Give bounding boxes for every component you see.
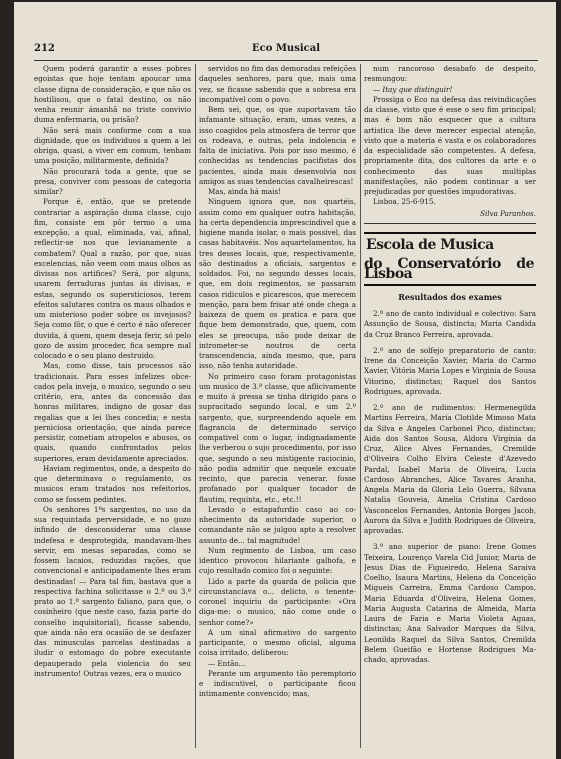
paragraph: Quem poderá garantir a esses pobres egoistas que hoje tentam apoucar uma classe digna de consideração, e que não os hostilisou, que o fatal destino, os não venha reunir ámanhã no triste convivio duma enfermaria, ou prisão? [34,64,191,125]
paragraph: Haviam regimentos, onde, a despeito do que determinava o regulamento, os musicos eram tratados nos refeitorios, como se fossem pedintes. [34,463,191,504]
exam-result: 3.º ano superior de piano: Irene Gomes Teixeira, Lourenço Varela Cid Junior, Maria de Jesus Dias de Figueiredo, Helena Saraiva Coelho, Isaura Martins, Helena da Conceição Migueis Carreira, Emma Cardoso Campos, Maria Eduarda d'Oliveira, Helena Gomes, Maria Augusta Catarina de Almeida, Maria Laura de Faria e Maria Violeta Aguas, distinctas; Ana Salvador Marques da Silva, Leonilda Raquel da Silva Santos, Cremilda Belem Gueifão e Hortense Rodrigues Machado, aprovadas. [364,542,536,664]
exam-result: 2.º ano de rudimentos: Hermenegilda Martins Ferreira, Maria Clotilde Mimoso Mata da Silva e Angeles Carbonel Pico, distinctas; Aida dos Santos Sousa, Aldora Virginia da Cruz, Alice Alves Fernandes, Cremilde d'Oliveira Colho Elvira Celeste d'Azevedo Pardal, Isabel Maria de Oliveira, Lucia Cardoso Abranches, Alice Tavares Aranha, Angela Maria da Gloria Lelo Guerra, Silvana Natalia Gouveia, Amelia Cristina Cardoso Vasconcelos Fernandes, Antonia Borges Jacob, Aurora da Silva e Judith Rodrigues de Oliveira, aprovadas. [364,403,536,535]
paragraph: No primeiro caso foram protagonistas um musico de 3.ª classe, que aflicivamente e muito á pressa se tinha dirigido para o supracitado segundo local, e um 2.º sargento, que, surpreendendo aquele em flagrancia de determinado serviço compativel com o lugar, indignadamente lhe verberou o sujo procedimento, por isso que, segundo o seu mistigente raciocinio, não podia admitir que nequele excuate recinto, que parecia venerar, fosse profanado por qualquer tocador de flautim, requinta, etc., etc.!! [199,371,356,504]
paragraph: Os senhores 1ºs sargentos, no uso da sua requintada perversidade, e no gozo infindo de desconsiderar uma classe indefesa e desprotegida, mandavam-lhes servir, em mesas separadas, como se fossem lacaios, reduzidas rações, que convencional e anticipadamente lhes eram destinadas! — Para tal fim, bastava que a respectiva fachina solicitasse o 2.º ou 3.º prato ao 1.º sargento faliano, para que, o cosinheiro (que neste caso, fazia parte do conselho inquisitorial), ficasse sabendo, que ainda não era ocasião de se desfazer das minusculas parcelas destinadas a iludir o estomago do pobre executante depauperado pela violencia do seu instrumento! Outras vezes, era o musico [34,504,191,678]
paragraph: Perante um argumento tão peremptorio e indiscutivel, o participante ficou intimamente convencido; mas, [199,668,356,699]
exam-result: 2.º ano de canto individual e colectivo: Sara Assunção de Sousa, distincta; Maria Candida da Cruz Branco Ferreira, aprovada. [364,309,536,339]
newspaper-page [14,2,556,759]
exam-result: 2.º ano de solfejo preparatorio de canto: Irene da Conceição Xavier, Maria do Carmo Xavier, Vitória Maria Lopes e Virginia de Sousa Vitorino, distinctas; Raquel dos Santos Rodrigues, aprovada. [364,345,536,396]
paragraph: Porque é, então, que se pretende contrariar a aspiração duma classe, cujo fim, consiste em pôr termo a uma excepção, a qual, eliminada, vai, afinal, reflectir-se nos que levianamente a combatem? Qual a razão, por que, suas excelencias, não veem com maus olhos as divisas nos artifices? Será, por alguns, usarem ferraduras juntas ás divisas, e estas, segundo os supersticiosos, terem efeitos salutares contra os maus olhados e um misterioso poder sobre os invejosos? Seja como fôr, o que é certo é não oferecer duvida, á quem, quem deseja ferir, só pelo gozo de assim proceder, fica sempre mal colocado e o seu plano destruido. [34,197,191,360]
paragraph: Prossiga o Eco na defesa das reivindicações da classe, visto que é esse o seu fim principal; mas é bom não esquecer que a cultura artistica lhe deve merecer especial atenção, visto que a materia é vasta e os colaboradores da especialidade são competentes. A defesa, propriamente dita, dos cultores da arte e o conhecimento das suas multiplas manifestações, não podem continuar a ser prejudicadas por questões impudorativas. [364,94,536,196]
date-line: Lisboa, 25-6-915. [373,197,436,207]
paragraph: Não procurará toda a gente, que se presa, conviver com pessoas de categoria similar? [34,166,191,196]
paragraph: A um sinal afirmativo do sargento participante, o mesmo oficial, alguma coisa irritado, deliberou: [199,627,356,658]
divider-rule [364,223,536,224]
section-heading-line-2: do Conservatório de Lisboa [364,255,534,282]
article-column-2 [199,64,356,754]
paragraph: Mas, ainda há mais! [208,187,281,196]
section-heading-line-1: Escola de Musica [366,236,494,253]
paragraph: num rancoroso desabafo de despeito, resmungou: [364,64,536,84]
paragraph: Lido a parte da guarda de policia que circunstanciava o... delicto, o tenente-coronel inquiriu do participante: «Ora diga-me: o musico, não come onde o senhor come?» [199,576,356,627]
article-column-1 [34,64,191,754]
page-header [34,40,538,61]
paragraph: Não será mais conforme com a sua dignidade, que os individuos a quem a lei obriga, quasi, a viver em comum, tenham uma posição, militarmente, definida? [34,125,191,166]
journal-title: Eco Musical [252,43,320,54]
results-title: Resultados dos exames [398,291,502,302]
paragraph: Num regimento de Lisboa, um caso identico provocou hilariante galhofa, e cujo resultado comico foi o seguinte: [199,545,356,576]
paragraph: — Itay que distinguir! [373,84,453,94]
article-column-3 [364,64,536,754]
section-heading-box [364,232,536,286]
paragraph: — Então... [208,658,246,668]
paragraph: Bem sei, que, os que suportavam tão infamante situação, eram, umas vezes, a isso coagidos pela atmosfera de terror que os rodeava, e outras, pela indolencia e falta de iniciativa. Pois por isso mesmo, é conhecidas as tendencias pacifistas dos pacientes, ainda mais desenvolvia nos amigos as suas tendencias cavalheirescas! [199,105,356,186]
paragraph: Mas, como disse, tais processos são tradicionais. Para esses infelizes obcecados pela inveja, o musico, segundo o seu critério, era, antes da concessão das honras militares, indigno de gosar das regalias que a lei lhes concedia; e nesta perniciosa orientação, que ainda parece persistir, cometiam atropelos e abusos, os quais, quando confrontados pelos superiores, eram devidamente apreciados. [34,361,191,463]
paragraph: servidos no fim das demoradas refeições daqueles senhores, para que, mais uma vez, se ficasse sabendo que a sobresa era incompatível com o povo. [199,64,356,104]
column-divider [195,64,196,748]
column-divider [360,64,361,748]
paragraph: Levado o estapafurdio caso ao conhecimento da autoridade superior, o comandante não se julgou apto a resolver assunto de... tal magnitude! [199,504,356,545]
signature: Silva Paranhos. [480,208,536,218]
page-number: 212 [34,43,55,54]
paragraph: Ninguem ignora que, nos quartéis, assim como em qualquer outra habitação, ha certa dependencia imprescindivel que a higiene manda isolar, o mais possivel, das casas habitavéis. Nos aquartelamentos, ha tres desses locais, que, respectivamente, são destinados a oficiais, sargentos e soldados. Foi, no segundo desses locais, que, em dois regimentos, se passaram casos ridiculos e picarescos, que merecem menção, para bem frisar até onde chega a baixeza de quem os pratica e para que fique bem demonstrado, que, quem, com eles se preocupa, não pode deixar de intrometer-se noutros de certa transcendencia, ainda mesmo, que, para isso, não tenha autoridade. [199,197,356,371]
